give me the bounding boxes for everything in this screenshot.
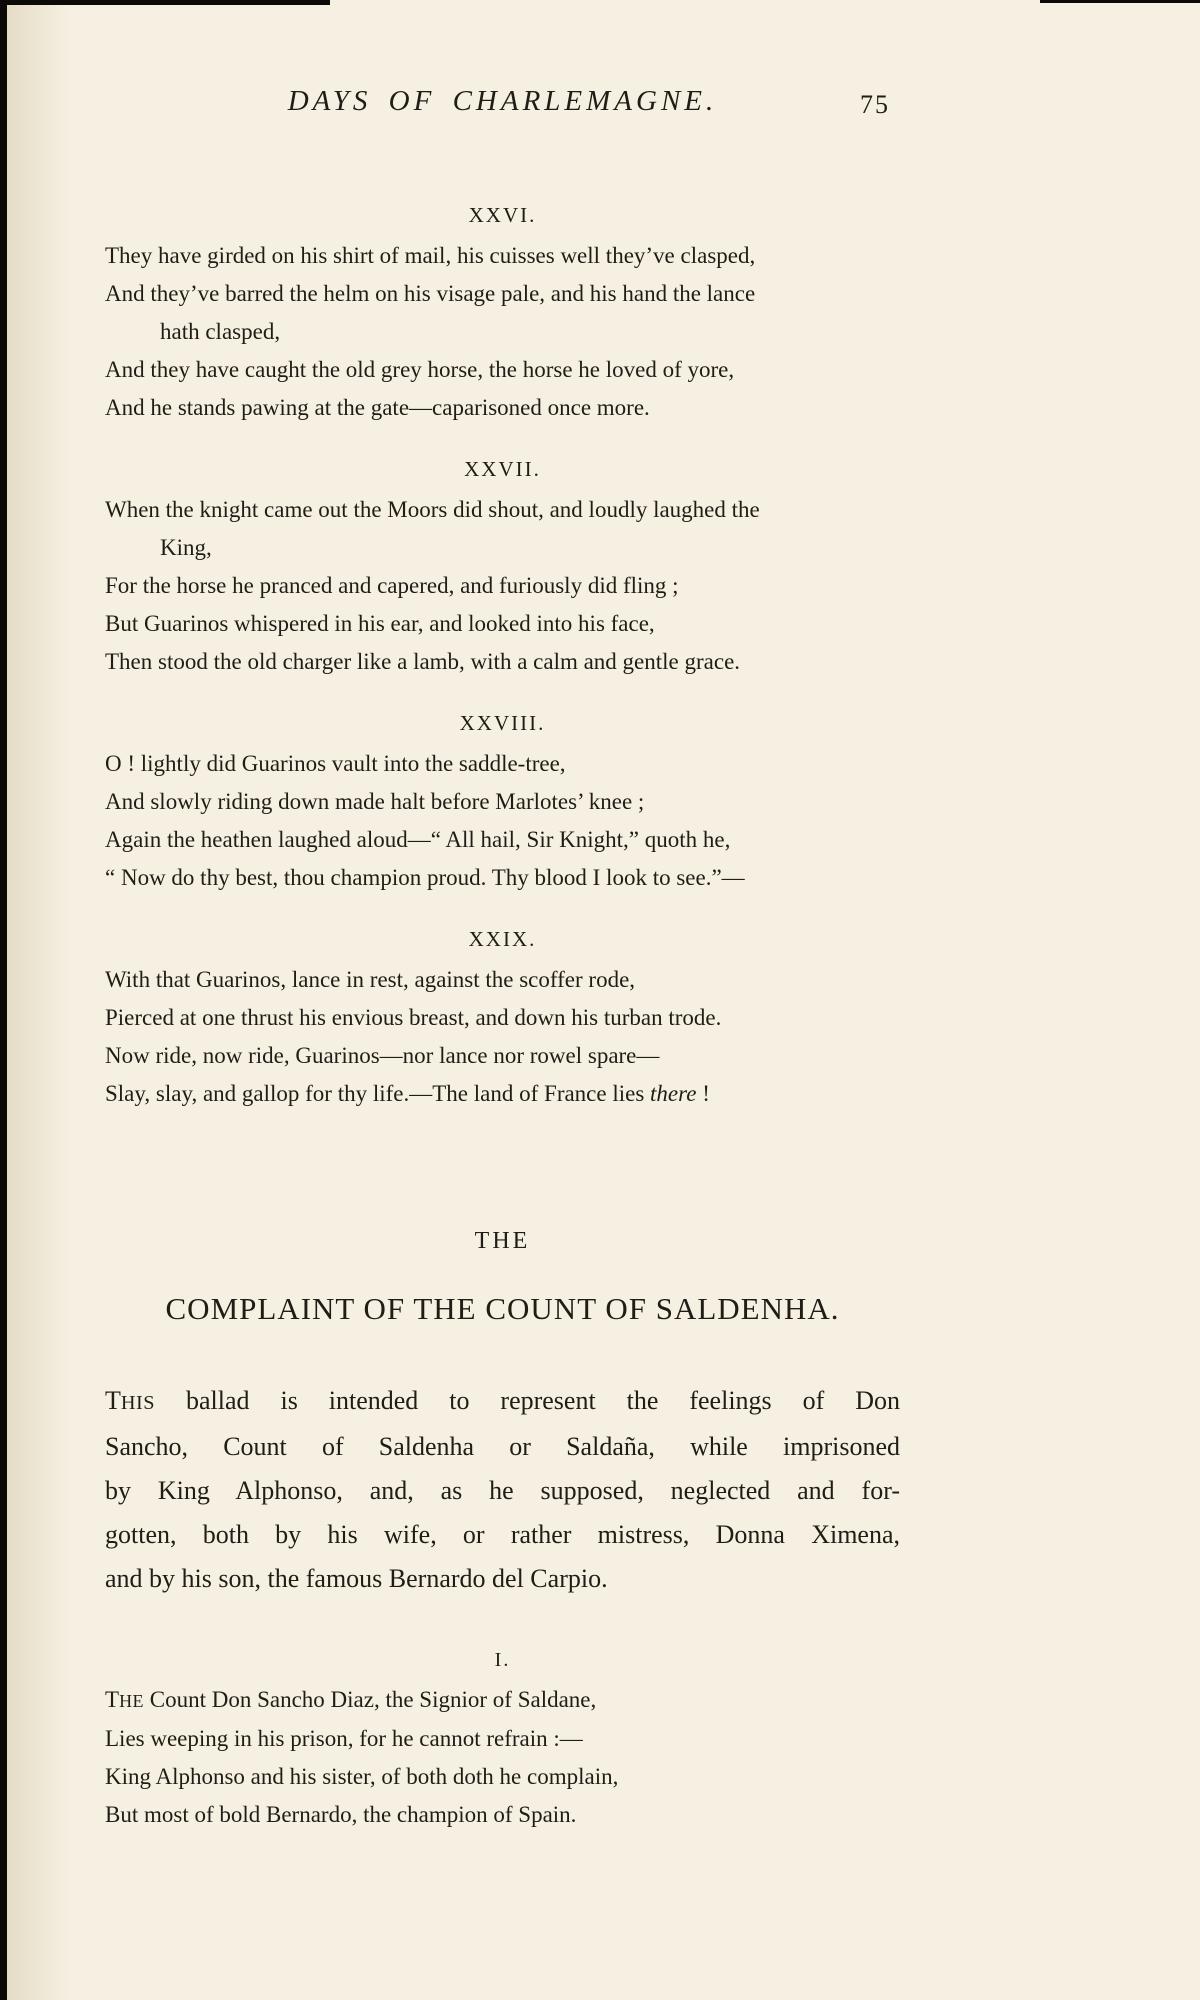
text-segment: T: [105, 1386, 121, 1415]
stanza: [105, 927, 900, 1113]
stanza-number: XXVI.: [468, 203, 537, 227]
text-segment: Slay, slay, and gallop for thy life.—The land of France lies: [105, 1081, 651, 1106]
poem-line: [105, 783, 900, 821]
page-header: [105, 85, 900, 125]
scan-edge-top-right: [1040, 0, 1200, 3]
text-segment: Now ride, now ride, Guarinos—nor lance nor rowel spare—: [105, 1043, 660, 1068]
text-segment: King Alphonso and his sister, of both doth he complain,: [105, 1764, 619, 1789]
text-segment: Sancho, Count of Saldenha or Saldaña, while imprisoned: [105, 1432, 900, 1461]
text-segment: But most of bold Bernardo, the champion of Spain.: [105, 1802, 577, 1827]
intro-line: [105, 1379, 900, 1425]
poem-line: [105, 237, 900, 275]
text-segment: hath clasped,: [160, 319, 281, 344]
text-segment: Then stood the old charger like a lamb, with a calm and gentle grace.: [105, 649, 741, 674]
poem-line: [105, 351, 900, 389]
poem-line: [105, 1075, 900, 1113]
page-number: 75: [860, 90, 890, 119]
stanza-number: XXIX.: [468, 927, 537, 951]
ballad-intro: [105, 1379, 900, 1601]
intro-line: [105, 1469, 900, 1513]
page-content: [105, 0, 900, 1864]
poem-line: [105, 389, 900, 427]
poem-line: [105, 999, 900, 1037]
text-segment: O ! lightly did Guarinos vault into the saddle-tree,: [105, 751, 566, 776]
text-segment: They have girded on his shirt of mail, his cuisses well they’ve clasped,: [105, 243, 756, 268]
poem-line: [105, 529, 900, 567]
scan-edge-left: [0, 0, 7, 2000]
poem-line: [105, 961, 900, 999]
poem-line: [105, 1796, 900, 1834]
text-segment: Pierced at one thrust his envious breast, and down his turban trode.: [105, 1005, 722, 1030]
text-segment: King,: [160, 535, 212, 560]
poem-line: [105, 1758, 900, 1796]
text-segment: For the horse he pranced and capered, and furiously did fling ;: [105, 573, 679, 598]
poem-line: [105, 1720, 900, 1758]
stanza-number: I.: [494, 1649, 511, 1671]
poem-line: [105, 1681, 900, 1720]
text-segment: T: [105, 1687, 120, 1712]
poem-line: [105, 821, 900, 859]
poem-line: [105, 605, 900, 643]
text-segment: Lies weeping in his prison, for he cannot refrain :—: [105, 1726, 583, 1751]
stanza-number: XXVIII.: [459, 711, 546, 735]
intro-line: [105, 1513, 900, 1557]
text-segment: And they’ve barred the helm on his visage pale, and his hand the lance: [105, 281, 756, 306]
text-segment: But Guarinos whispered in his ear, and looked into his face,: [105, 611, 655, 636]
text-segment: Again the heathen laughed aloud—“ All hail, Sir Knight,” quoth he,: [105, 827, 731, 852]
text-segment: With that Guarinos, lance in rest, against the scoffer rode,: [105, 967, 636, 992]
poem-line: [105, 275, 900, 313]
poem-line: [105, 491, 900, 529]
text-segment: And they have caught the old grey horse, the horse he loved of yore,: [105, 357, 735, 382]
poem-line: [105, 313, 900, 351]
ballad-first-stanza: [105, 1649, 900, 1834]
intro-line: [105, 1557, 900, 1601]
text-segment: And slowly riding down made halt before Marlotes’ knee ;: [105, 789, 645, 814]
poem-line: [105, 1037, 900, 1075]
stanza: [105, 203, 900, 427]
stanza-number: XXVII.: [464, 457, 541, 481]
poem-line: [105, 567, 900, 605]
smallcaps-word: HIS: [120, 1392, 156, 1414]
poem-stanzas: [105, 203, 900, 1113]
text-segment: ballad is intended to represent the feelings of Don: [155, 1386, 900, 1415]
poem-line: [105, 643, 900, 681]
text-segment: Count Don Sancho Diaz, the Signior of Saldane,: [143, 1687, 597, 1712]
running-title: DAYS OF CHARLEMAGNE.: [287, 85, 718, 117]
text-segment: “ Now do thy best, thou champion proud. Thy blood I look to see.”—: [105, 865, 745, 890]
stanza: [105, 457, 900, 681]
poem-line: [105, 859, 900, 897]
poem-line: [105, 745, 900, 783]
text-segment: !: [696, 1081, 710, 1106]
ballad-pre-title: THE: [474, 1228, 531, 1254]
text-segment: gotten, both by his wife, or rather mistress, Donna Ximena,: [105, 1520, 900, 1549]
intro-line: [105, 1425, 900, 1469]
text-segment: When the knight came out the Moors did shout, and loudly laughed the: [105, 497, 760, 522]
text-segment: by King Alphonso, and, as he supposed, neglected and for-: [105, 1476, 900, 1505]
ballad-section: [105, 1228, 900, 1834]
italic-word: there: [650, 1081, 697, 1106]
text-segment: and by his son, the famous Bernardo del Carpio.: [105, 1564, 608, 1593]
stanza: [105, 711, 900, 897]
text-segment: And he stands pawing at the gate—caparisoned once more.: [105, 395, 650, 420]
smallcaps-word: HE: [119, 1691, 144, 1711]
ballad-title: COMPLAINT OF THE COUNT OF SALDENHA.: [165, 1291, 840, 1326]
stanza: [105, 1649, 900, 1834]
